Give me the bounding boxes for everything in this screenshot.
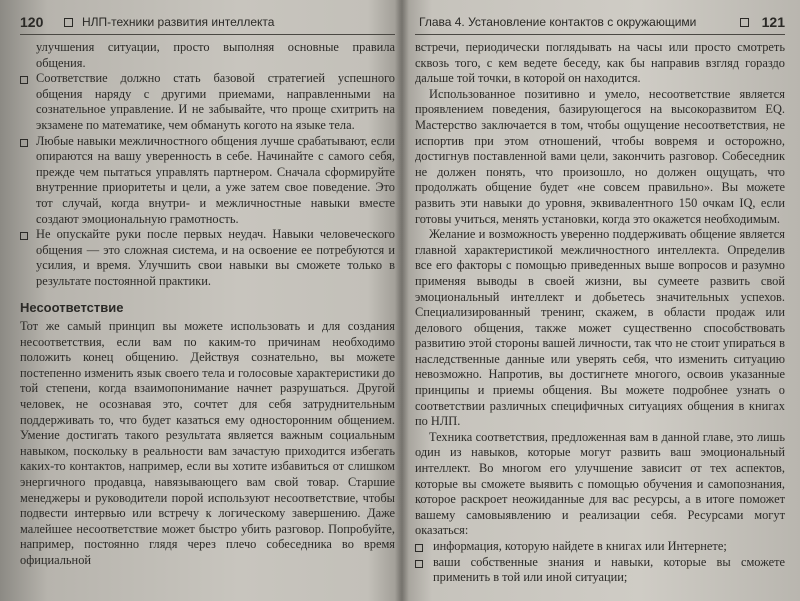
bullet-text: Соответствие должно стать базовой стратегией успешного общения наряду с другими приемами, направленными на сознательное управление. И не забывайте, что проще схитрить на экзамене по математике, чем обмануть когото на языке тела.	[36, 71, 395, 132]
list-item	[415, 539, 785, 555]
paragraph: Техника соответствия, предложенная вам в данной главе, это лишь один из навыков, которые могут развить ваш эмоциональный интеллект. Во многом его улучшение зависит от тех аспектов, которые вы сможете выявить с помощью обучения и самопознания, которое раскроет неожиданные для вас ресурсы, а в итоге поможет вашему самовыявлению и реализации себя. Ресурсами могут оказаться:	[415, 429, 785, 538]
list-item	[20, 40, 395, 71]
left-bullet-list	[20, 40, 395, 290]
paragraph: Использованное позитивно и умело, несоответствие является проявлением поведения, базирующегося на высокоразвитом EQ. Мастерство заключается в том, чтобы ощущение несоответствия, не испортив при этом отношений, чтобы вовремя и осторожно, достигнув поставленной вами цели, закончить разговор. Собеседник не должен понять, что произошло, но должен ощущать, что продолжать общение будет «не совсем правильно». Вы можете развить эти навыки до уровня, эквивалентного 150 очкам IQ, если готовы учиться, менять установки, когда это окажется необходимым.	[415, 86, 785, 226]
right-page	[415, 0, 785, 601]
list-item	[20, 227, 395, 289]
header-rule	[20, 34, 395, 35]
right-running-title: Глава 4. Установление контактов с окружающими	[419, 15, 697, 29]
paragraph: Желание и возможность уверенно поддерживать общение является главной характеристикой межличностного интеллекта. Определив все его факторы с помощью приведенных выше вопросов и разумно применяя выводы в своей жизни, вы сумеете развить свой эмоциональный интеллект и добьетесь значительных успехов. Специализированный тренинг, скажем, в области продаж или делового общения, также может существенно способствовать развитию этой стороны вашей личности, так что не стоит упираться в наследственные данные или уверять себя, что изменить ситуацию невозможно. Напротив, вы достигнете многого, освоив указанные принципы и приемы общения. Вы можете подробнее узнать о соответствии различных специфичных ситуациях общения в книгах по НЛП.	[415, 227, 785, 429]
right-body-text	[415, 40, 785, 586]
right-running-head	[415, 14, 785, 36]
left-page-number: 120	[20, 14, 44, 30]
bullet-text: Любые навыки межличностного общения лучше срабатывают, если опираются на вашу уверенность в себе. Начинайте с самого себя, прежде чем пытаться управлять партнером. Сначала сформируйте внутренние приоритеты и цели, а уже затем свое поведение. Это тот случай, когда внутри- и межличностные навыки вместе создают эмоциональную грамотность.	[36, 133, 395, 226]
list-item	[20, 134, 395, 228]
left-page	[20, 0, 395, 601]
left-running-head	[20, 14, 395, 36]
list-item	[20, 71, 395, 133]
square-bullet-icon	[20, 139, 28, 147]
square-bullet-icon	[20, 232, 28, 240]
bullet-text: информация, которую найдете в книгах или Интернете;	[433, 539, 727, 553]
header-rule	[415, 34, 785, 35]
bullet-text: Не опускайте руки после первых неудач. Навыки человеческого общения — это сложная система, и на освоение ее потребуются и усилия, и время. Улучшить свои навыки вы сможете только в результате постоянной практики.	[36, 227, 395, 288]
continued-text: встречи, периодически поглядывать на часы или просто смотреть сквозь того, с кем ведете беседу, как бы направив взгляд гораздо дальше той точки, в которой он находится.	[415, 40, 785, 86]
square-bullet-icon	[415, 544, 423, 552]
square-marker-icon	[64, 18, 73, 27]
section-paragraph: Тот же самый принцип вы можете использовать и для создания несоответствия, если вам по каким-то причинам необходимо положить конец общению. Действуя сознательно, вы можете постепенно изменить язык своего тела и голосовые характеристики до той степени, когда взаимопонимание начнет разрушаться. Другой человек, не осознавая это, сочтет для себя затруднительным поддерживать то, что будет казаться ему односторонним общением. Умение достигать такого результата является важным социальным навыком, поскольку в реальности вам зачастую приходится избегать каких-то контактов, например, если вы хотите избавиться от слишком энергичного продавца, навязывающего вам свой товар. Старшие менеджеры и руководители порой используют несоответствие, чтобы подвести интервью или встречу к логическому завершению. Даже малейшее несоответствие может быстро убить разговор. Попробуйте, например, постоянно глядя через плечо собеседника во время официальной	[20, 319, 395, 567]
section-heading: Несоответствие	[20, 299, 124, 315]
left-body-text	[20, 40, 395, 569]
right-page-number: 121	[761, 14, 785, 30]
right-bullet-list	[415, 539, 785, 586]
book-gutter	[395, 0, 409, 601]
square-marker-icon	[740, 18, 749, 27]
bullet-text: ваши собственные знания и навыки, которые вы сможете применить в той или иной ситуации;	[433, 554, 785, 585]
continued-text: улучшения ситуации, просто выполняя основные правила общения.	[36, 40, 395, 70]
square-bullet-icon	[20, 76, 28, 84]
left-running-title: НЛП-техники развития интеллекта	[82, 15, 275, 29]
list-item	[415, 555, 785, 586]
square-bullet-icon	[415, 560, 423, 568]
